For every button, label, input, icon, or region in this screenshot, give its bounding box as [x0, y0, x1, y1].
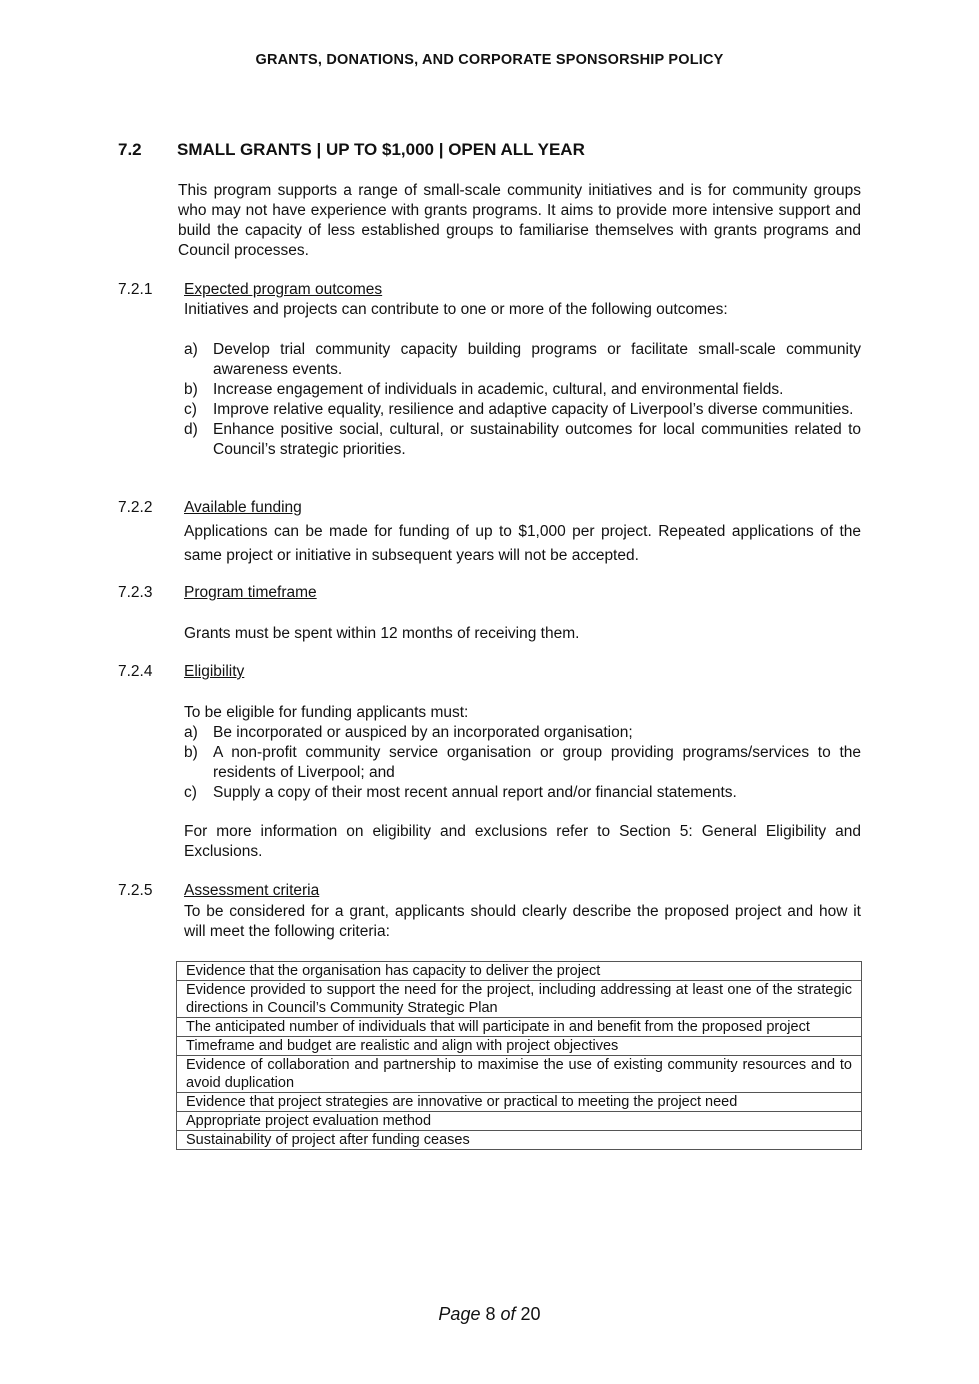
- eligibility-note: For more information on eligibility and exclusions refer to Section 5: General Eligibility and Exclusions.: [184, 823, 861, 860]
- page-number: 8: [485, 1304, 496, 1324]
- outcomes-lead: Initiatives and projects can contribute to one or more of the following outcomes:: [184, 301, 728, 318]
- table-row: [177, 1056, 862, 1093]
- eligibility-list: [184, 723, 861, 803]
- page-word: Page: [438, 1304, 481, 1324]
- section-number: 7.2: [118, 140, 142, 159]
- funding-text: Applications can be made for funding of up to $1,000 per project. Repeated applications of the same project or initiative in subsequent years will not be accepted.: [184, 523, 861, 564]
- criteria-cell: Timeframe and budget are realistic and align with project objectives: [177, 1037, 862, 1056]
- funding-heading: Available funding: [184, 499, 302, 516]
- assessment-number: 7.2.5: [118, 882, 153, 899]
- assessment-lead: To be considered for a grant, applicants should clearly describe the proposed project and how it will meet the following criteria:: [184, 903, 861, 940]
- outcomes-number: 7.2.1: [118, 281, 153, 298]
- table-row: [177, 1112, 862, 1131]
- criteria-cell: Appropriate project evaluation method: [177, 1112, 862, 1131]
- list-item: c) Improve relative equality, resilience and adaptive capacity of Liverpool’s diverse communities.: [184, 401, 854, 418]
- table-row: [177, 981, 862, 1018]
- eligibility-lead: To be eligible for funding applicants must:: [184, 704, 469, 721]
- criteria-cell: Sustainability of project after funding ceases: [177, 1131, 862, 1150]
- total-pages: 20: [520, 1304, 541, 1324]
- outcomes-heading: Expected program outcomes: [184, 281, 383, 298]
- criteria-cell: Evidence that project strategies are innovative or practical to meeting the project need: [177, 1093, 862, 1112]
- page-footer: [0, 1304, 979, 1325]
- section-title: SMALL GRANTS | UP TO $1,000 | OPEN ALL YEAR: [177, 140, 585, 159]
- page-header: GRANTS, DONATIONS, AND CORPORATE SPONSORSHIP POLICY: [255, 52, 724, 68]
- list-item: b) A non-profit community service organisation or group providing programs/services to the residents of Liverpool; and: [184, 744, 861, 781]
- table-row: [177, 1093, 862, 1112]
- list-item: c) Supply a copy of their most recent annual report and/or financial statements.: [184, 784, 737, 801]
- list-item: a) Develop trial community capacity building programs or facilitate small-scale community awareness events.: [184, 341, 861, 378]
- timeframe-number: 7.2.3: [118, 584, 153, 601]
- table-row: [177, 1018, 862, 1037]
- section-intro: This program supports a range of small-scale community initiatives and is for community groups who may not have experience with grants programs. It aims to provide more intensive support and build the capacity of less established groups to familiarise themselves with grants programs and Council processes.: [178, 182, 861, 259]
- table-row: [177, 1037, 862, 1056]
- eligibility-heading: Eligibility: [184, 663, 245, 680]
- list-item: b) Increase engagement of individuals in academic, cultural, and environmental fields.: [184, 381, 784, 398]
- of-word: of: [500, 1304, 516, 1324]
- criteria-cell: Evidence provided to support the need for the project, including addressing at least one of the strategic directions in Council’s Community Strategic Plan: [177, 981, 862, 1018]
- assessment-heading: Assessment criteria: [184, 882, 320, 899]
- criteria-cell: Evidence that the organisation has capacity to deliver the project: [177, 962, 862, 981]
- list-item: d) Enhance positive social, cultural, or sustainability outcomes for local communities related to Council’s strategic priorities.: [184, 421, 861, 458]
- timeframe-heading: Program timeframe: [184, 584, 317, 601]
- criteria-table: [176, 961, 862, 1150]
- table-row: [177, 962, 862, 981]
- funding-number: 7.2.2: [118, 499, 153, 516]
- list-item: a) Be incorporated or auspiced by an incorporated organisation;: [184, 724, 633, 741]
- eligibility-number: 7.2.4: [118, 663, 153, 680]
- outcomes-list: [184, 340, 861, 460]
- criteria-cell: The anticipated number of individuals that will participate in and benefit from the proposed project: [177, 1018, 862, 1037]
- criteria-cell: Evidence of collaboration and partnership to maximise the use of existing community resources and to avoid duplication: [177, 1056, 862, 1093]
- timeframe-text: Grants must be spent within 12 months of receiving them.: [184, 625, 580, 642]
- table-row: [177, 1131, 862, 1150]
